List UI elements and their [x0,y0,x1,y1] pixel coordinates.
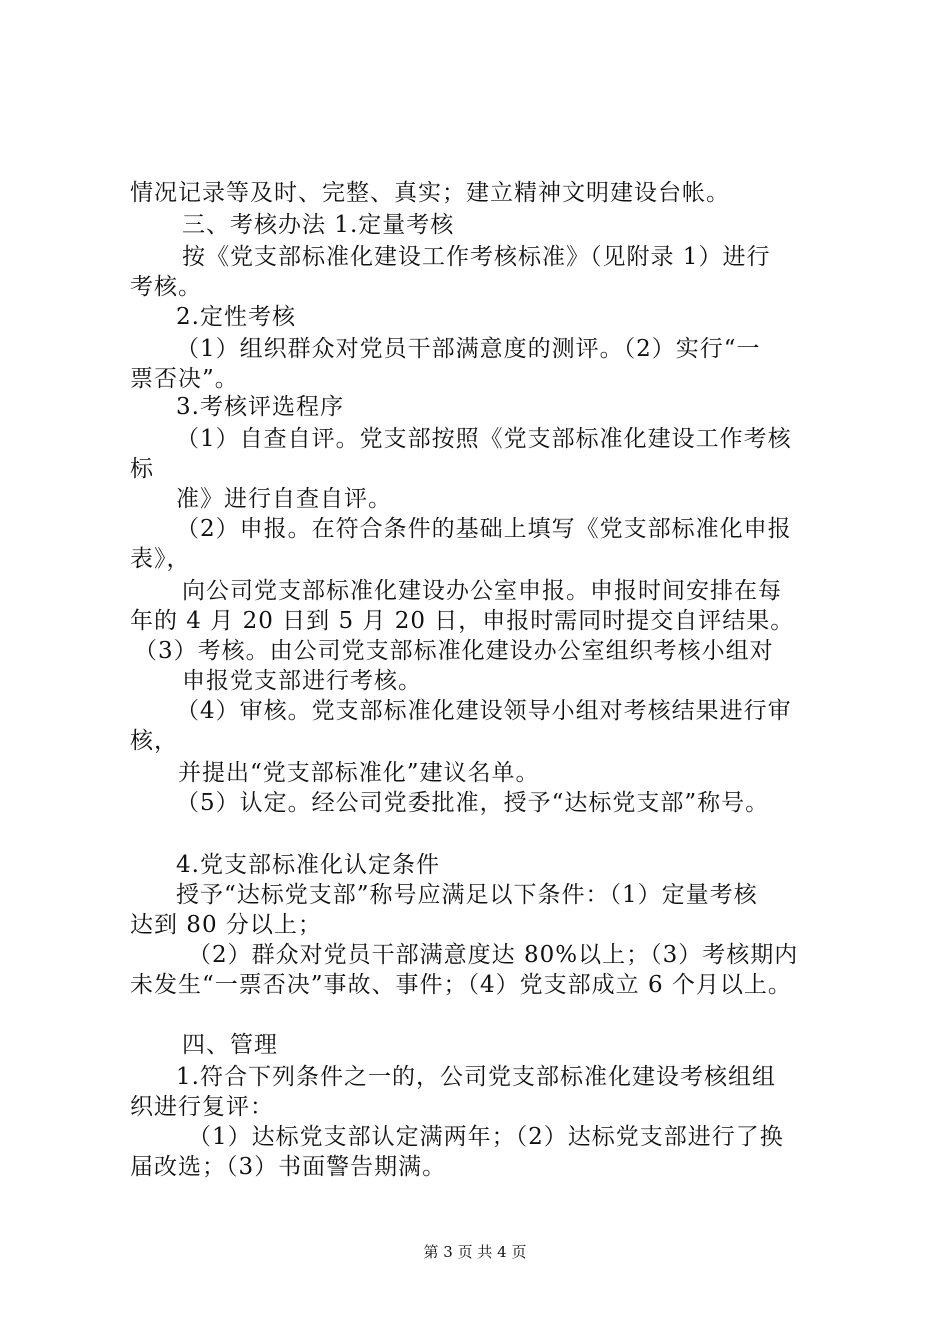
text-line: （2）群众对党员干部满意度达 80%以上；（3）考核期内 [188,942,799,968]
page-number-footer: 第 3 页 共 4 页 [423,1243,527,1261]
text-line: 届改选；（3）书面警告期满。 [130,1154,447,1180]
text-line: 票否决”。 [130,366,239,392]
text-line: 达到 80 分以上； [130,912,322,938]
subsection-heading: 4.党支部标准化认定条件 [176,852,440,878]
text-line: （2）申报。在符合条件的基础上填写《党支部标准化申报 [176,516,792,542]
text-line: 1.符合下列条件之一的，公司党支部标准化建设考核组组 [176,1064,776,1090]
text-line: 未发生“一票否决”事故、事件；（4）党支部成立 6 个月以上。 [130,972,792,998]
subsection-heading: 2.定性考核 [176,304,296,330]
text-line: （4）审核。党支部标准化建设领导小组对考核结果进行审 [176,698,792,724]
text-line: （5）认定。经公司党委批准，授予“达标党支部”称号。 [176,790,770,816]
text-line: （1）组织群众对党员干部满意度的测评。（2）实行“一 [176,336,761,362]
text-line: 按《党支部标准化建设工作考核标准》（见附录 1）进行 [182,244,771,270]
text-line: （1）自查自评。党支部按照《党支部标准化建设工作考核 [176,426,792,452]
subsection-heading: 3.考核评选程序 [176,394,344,420]
text-line: 织进行复评： [130,1094,274,1120]
text-line: 向公司党支部标准化建设办公室申报。申报时间安排在每 [182,578,782,604]
text-line: 考核。 [130,274,202,300]
text-line: （1）达标党支部认定满两年；（2）达标党支部进行了换 [188,1124,784,1150]
text-line: 核， [130,728,178,754]
text-line: 表》， [130,546,191,572]
text-line: 申报党支部进行考核。 [182,668,422,694]
text-line: 情况记录等及时、完整、真实；建立精神文明建设台帐。 [130,180,730,206]
section-heading: 三、考核办法 1.定量考核 [182,212,455,238]
text-line: 授予“达标党支部”称号应满足以下条件：（1）定量考核 [176,882,758,908]
text-line: 年的 4 月 20 日到 5 月 20 日，申报时需同时提交自评结果。 [130,608,795,634]
text-line: 准》进行自查自评。 [176,486,392,512]
text-line: （3）考核。由公司党支部标准化建设办公室组织考核小组对 [134,638,774,664]
section-heading: 四、管理 [182,1032,278,1058]
text-line: 并提出“党支部标准化”建议名单。 [178,760,540,786]
text-line: 标 [130,456,154,482]
